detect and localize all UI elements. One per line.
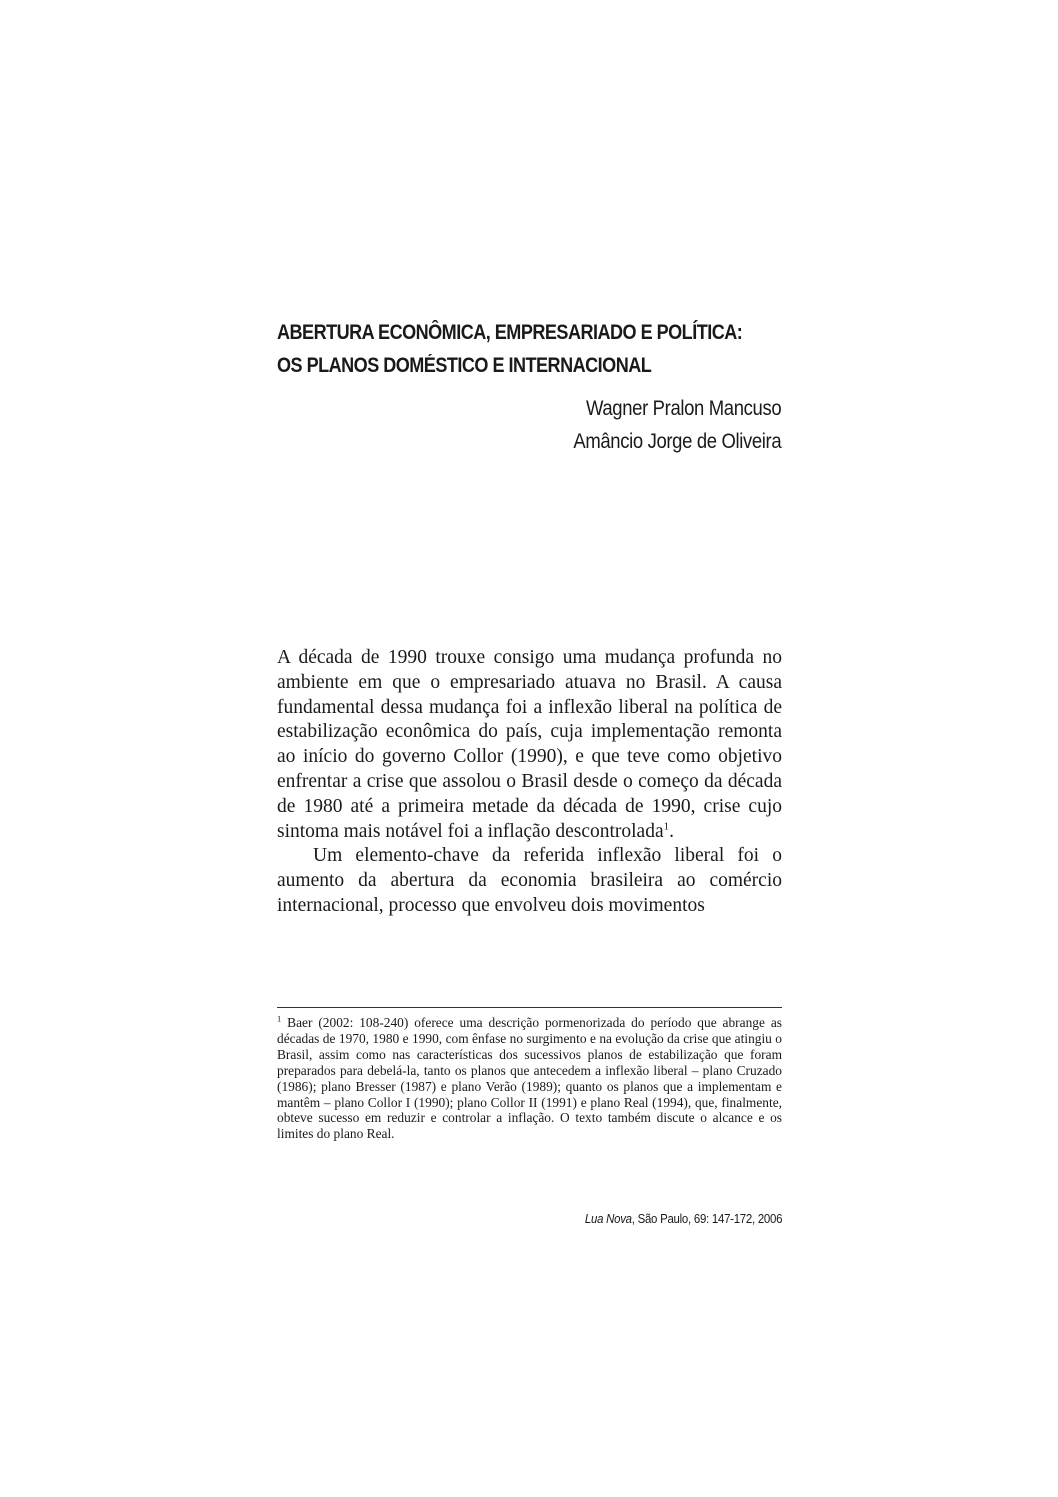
footnote [277,1015,782,1142]
paragraph-text: Um elemento-chave da referida inflexão liberal foi o aumento da abertura da economia brasileira ao comércio internacional, processo que envolveu dois movimentos [277,845,782,916]
paragraph-text: A década de 1990 trouxe consigo uma mudança profunda no ambiente em que o empresariado atuava no Brasil. A causa fundamental dessa mudança foi a inflexão liberal na política de estabilização econômica do país, cuja implementação remonta ao início do governo Collor (1990), e que teve como objetivo enfrentar a crise que assolou o Brasil desde o começo da década de 1980 até a primeira metade da década de 1990, crise cujo sintoma mais notável foi a inflação descontrolada [277,647,782,842]
page-citation [585,1211,782,1227]
article-title [277,316,787,382]
footnote-divider [277,1007,782,1008]
body-text [277,646,782,919]
title-line-2: OS PLANOS DOMÉSTICO E INTERNACIONAL [277,354,652,377]
author-list [545,392,781,458]
paragraph-end: . [669,820,674,842]
footnote-marker: 1 [277,1013,282,1024]
body-paragraph [277,844,782,918]
journal-name: Lua Nova [584,1211,632,1226]
body-paragraph [277,646,782,844]
citation-details: , São Paulo, 69: 147-172, 2006 [631,1211,782,1226]
footnote-text: Baer (2002: 108-240) oferece uma descrição pormenorizada do período que abrange as décadas de 1970, 1980 e 1990, com ênfase no surgimento e na evolução da crise que atingiu o Brasil, assim como nas características dos sucessivos planos de estabilização que foram preparados para debelá-la, tanto os planos que antecedem a inflexão liberal – plano Cruzado (1986); plano Bresser (1987) e plano Verão (1989); quanto os planos que a implementam e mantêm – plano Collor I (1990); plano Collor II (1991) e plano Real (1994), que, finalmente, obteve sucesso em reduzir e controlar a inflação. O texto também discute o alcance e os limites do plano Real. [277,1015,782,1142]
author-name: Amâncio Jorge de Oliveira [573,430,781,453]
author-name: Wagner Pralon Mancuso [585,397,781,420]
title-line-1: ABERTURA ECONÔMICA, EMPRESARIADO E POLÍTICA: [277,321,743,344]
footnote-reference[interactable]: 1 [663,820,670,833]
